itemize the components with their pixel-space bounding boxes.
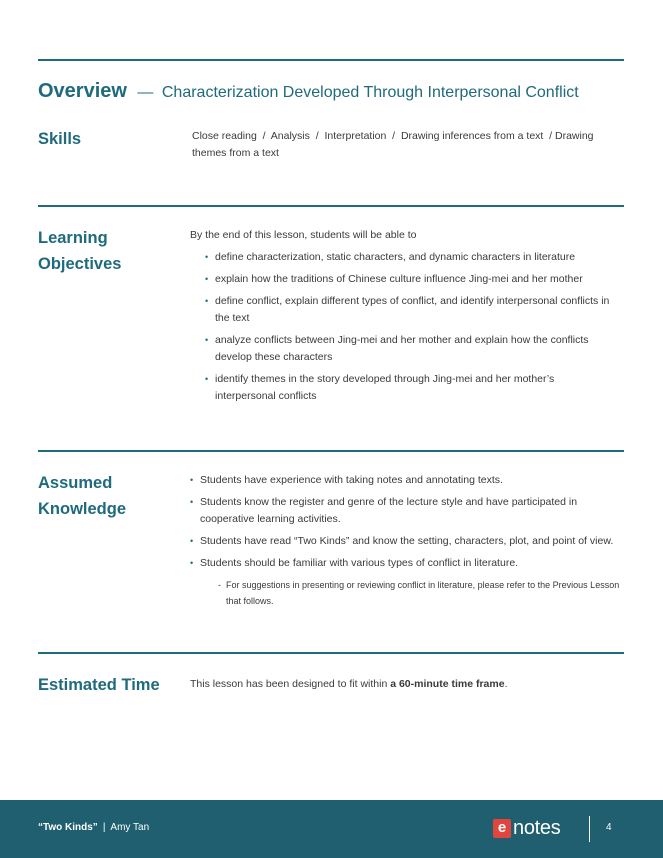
skills-text [192, 128, 622, 162]
list-item: • Students have read “Two Kinds” and know the setting, characters, plot, and point of view. [190, 533, 630, 550]
list-item: • Students should be familiar with various types of conflict in literature. [190, 555, 630, 572]
knowledge-heading-line-1: Assumed [38, 474, 113, 492]
page-number: 4 [606, 822, 612, 833]
footer-author: Amy Tan [110, 822, 150, 833]
time-heading: Estimated Time [38, 676, 160, 694]
list-item: • explain how the traditions of Chinese culture influence Jing-mei and her mother [205, 271, 610, 288]
objectives-intro: By the end of this lesson, students will be able to [190, 229, 417, 241]
footer-book-title: “Two Kinds” [38, 822, 98, 833]
logo-wordmark: notes [513, 816, 561, 839]
footer-divider [589, 816, 590, 842]
objectives-heading-line-2: Objectives [38, 255, 122, 273]
divider-objectives [38, 450, 624, 452]
knowledge-heading [38, 470, 178, 522]
logo-e-mark: e [493, 819, 511, 838]
time-text-bold: a 60-minute time frame [390, 678, 505, 690]
footer-separator: | [102, 822, 106, 833]
objectives-heading [38, 225, 178, 277]
time-text-before: This lesson has been designed to fit within [190, 678, 391, 690]
list-item: • identify themes in the story developed through Jing-mei and her mother’s interpersonal conflicts [205, 371, 610, 405]
skills-heading: Skills [38, 130, 82, 148]
page-title [38, 80, 579, 103]
skills-line-2: themes from a text [192, 147, 279, 159]
time-text-after: . [504, 678, 508, 690]
title-subtitle: Characterization Developed Through Interpersonal Conflict [161, 84, 579, 101]
knowledge-list [190, 472, 630, 577]
footer [0, 800, 663, 858]
objectives-heading-line-1: Learning [38, 229, 108, 247]
list-item: • Students have experience with taking notes and annotating texts. [190, 472, 630, 489]
list-item: • Students know the register and genre of the lecture style and have participated in cooperative learning activities. [190, 494, 630, 528]
objectives-list [205, 249, 610, 410]
footer-citation [38, 822, 149, 833]
time-text [190, 676, 508, 693]
list-item: • analyze conflicts between Jing-mei and her mother and explain how the conflicts develop these characters [205, 332, 610, 366]
title-dash: — [137, 84, 154, 101]
divider-knowledge [38, 652, 624, 654]
skills-line-1: Close reading / Analysis / Interpretation / Drawing inferences from a text / Drawing [192, 130, 594, 142]
knowledge-heading-line-2: Knowledge [38, 500, 127, 518]
enotes-logo [493, 817, 560, 839]
knowledge-sub-item: - For suggestions in presenting or reviewing conflict in literature, please refer to the Previous Lesson that follows. [218, 577, 626, 609]
list-item: • define characterization, static characters, and dynamic characters in literature [205, 249, 610, 266]
top-divider [38, 59, 624, 61]
title-main: Overview [38, 80, 127, 102]
list-item: • define conflict, explain different types of conflict, and identify interpersonal conflicts in the text [205, 293, 610, 327]
divider-skills [38, 205, 624, 207]
